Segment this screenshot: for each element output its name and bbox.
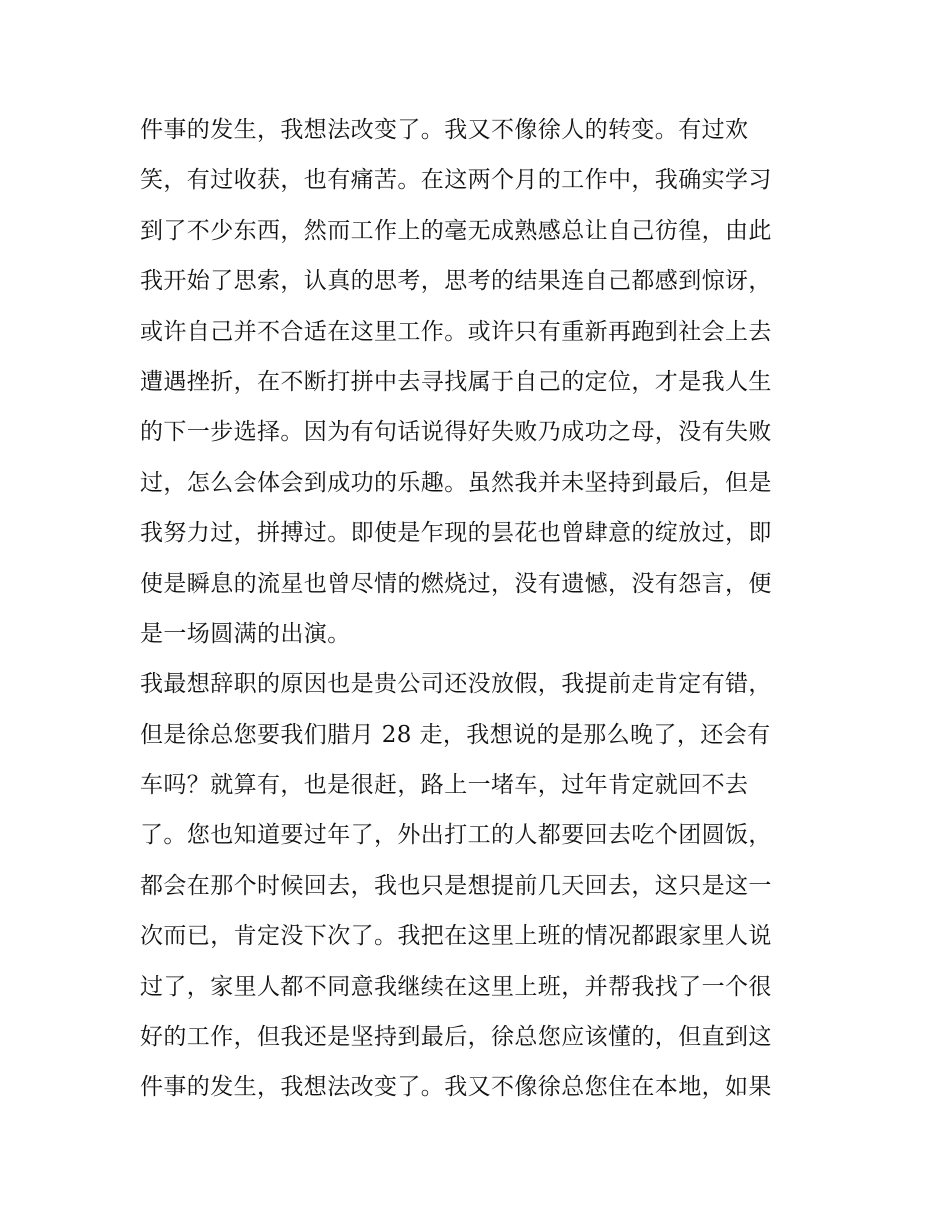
body-text [140,105,820,1113]
text-line-6: 遭遇挫折，在不断打拼中去寻找属于自己的定位，才是我人生 [140,368,772,395]
text-line-19: 好的工作，但我还是坚持到最后，徐总您应该懂的，但直到这 [140,1024,772,1051]
text-line-1: 件事的发生，我想法改变了。我又不像徐人的转变。有过欢 [140,117,749,143]
text-line-10: 使是瞬息的流星也曾尽情的燃烧过，没有遗憾，没有怨言，便 [140,570,772,597]
text-line-17: 次而已，肯定没下次了。我把在这里上班的情况都跟家里人说 [140,923,772,950]
text-line-16: 都会在那个时候回去，我也只是想提前几天回去，这只是这一 [140,872,772,899]
text-line-12: 我最想辞职的原因也是贵公司还没放假，我提前走肯定有错， [140,671,772,698]
text-line-11: 是一场圆满的出演。 [140,620,351,647]
text-line-18: 过了，家里人都不同意我继续在这里上班，并帮我找了一个很 [140,973,772,1000]
text-line-15: 了。您也知道要过年了，外出打工的人都要回去吃个团圆饭， [140,822,772,849]
text-line-3: 到了不少东西，然而工作上的毫无成熟感总让自己彷徨，由此 [140,217,772,244]
text-line-4: 我开始了思索，认真的思考，思考的结果连自己都感到惊讶， [140,268,772,295]
text-line-8: 过，怎么会体会到成功的乐趣。虽然我并未坚持到最后，但是 [140,469,772,496]
text-line-2: 笑，有过收获，也有痛苦。在这两个月的工作中，我确实学习 [140,167,772,194]
text-line-9: 我努力过，拼搏过。即使是乍现的昙花也曾肆意的绽放过，即 [140,520,772,547]
text-line-20: 件事的发生，我想法改变了。我又不像徐总您住在本地，如果 [140,1074,772,1101]
text-line-14: 车吗？就算有，也是很赶，路上一堵车，过年肯定就回不去 [140,772,749,799]
text-line-7: 的下一步选择。因为有句话说得好失败乃成功之母，没有失败 [140,419,772,446]
text-line-5: 或许自己并不合适在这里工作。或许只有重新再跑到社会上去 [140,318,772,345]
text-line-13: 但是徐总您要我们腊月 28 走，我想说的是那么晚了，还会有 [140,721,771,748]
